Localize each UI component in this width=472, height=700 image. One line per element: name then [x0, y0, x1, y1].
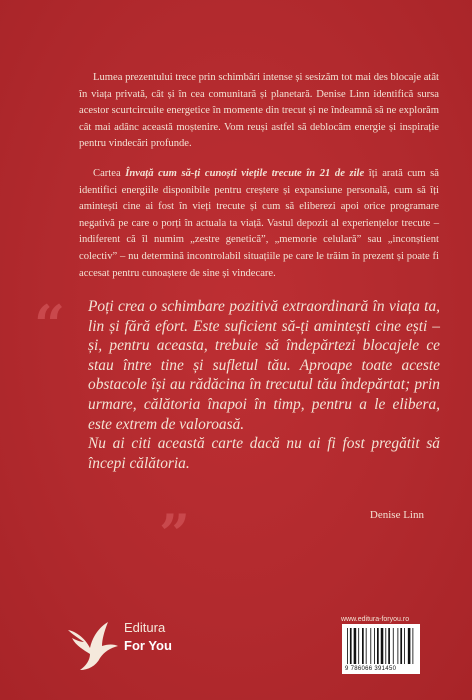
barcode-bar — [400, 628, 402, 664]
barcode-bar — [404, 628, 405, 664]
barcode-bar — [362, 628, 364, 664]
publisher-name-line-1: Editura — [124, 620, 166, 635]
book-paragraph-rest: îți arată cum să identifici energiile disponibile pentru creștere și expansiune personală, cum să îți amintești cine ai fost în vieți trecute și cum să eliberezi apoi orice programare negativă pe care o porți în actuala ta viață. Vastul depozit al experiențelor trecute – indiferent că îl numim „zestre genetică”, „memorie celulară” sau „inconștient colectiv” – nu determină incontrolabil situațiile pe care le trăim în prezent și poate fi accesat pentru cunoaștere de sine și vindecare. — [79, 168, 439, 279]
barcode-bars — [342, 624, 420, 666]
publisher-website: www.editura-foryou.ro — [341, 616, 410, 623]
publisher-logo — [64, 614, 214, 674]
barcode-bar — [377, 628, 379, 664]
barcode-bar — [385, 628, 386, 664]
barcode-bar — [366, 628, 367, 664]
barcode-bar — [354, 628, 357, 664]
dove-icon — [64, 614, 122, 674]
barcode-bar — [374, 628, 375, 664]
barcode-bar — [393, 628, 394, 664]
book-description-paragraph — [79, 166, 439, 282]
barcode-bar — [408, 628, 411, 664]
quote-author: Denise Linn — [369, 509, 424, 521]
barcode-bar — [350, 628, 352, 664]
barcode-bar — [381, 628, 384, 664]
book-paragraph-lead: Cartea — [93, 168, 126, 179]
quote-paragraph-2: Nu ai citi această carte dacă nu ai fi fost pregătit să începi călătoria. — [88, 435, 440, 472]
book-title: Învață cum să-ți cunoști viețile trecute în 21 de zile — [125, 168, 365, 179]
intro-paragraph: Lumea prezentului trece prin schimbări intense și sesizăm tot mai des blocaje atât în viața privată, cât și în cea comunitară și planetară. Denise Linn identifică sursa acestor scurtcircuite energetice în momente din trecut și ne îndeamnă să ne explorăm cât mai adânc această moștenire. Vom reuși astfel să deblocăm energie și inspirație pentru vindecări profunde. — [79, 72, 439, 150]
barcode-bar — [358, 628, 359, 664]
publisher-name-line-2: For You — [124, 638, 172, 653]
open-quote-mark: “ — [34, 293, 66, 357]
barcode-bar — [397, 628, 398, 664]
barcode-bar — [388, 628, 390, 664]
barcode-bar — [370, 628, 371, 664]
quote-paragraph-1: Poți crea o schimbare pozitivă extraordinară în viața ta, lin și fără efort. Este suficient să-ți amintești cine ești – și, pentru aceasta, trebuie să îndepărtezi blocajele ce stau între tine și sufletul tău. Aproape toate aceste obstacole își au rădăcina în trecutul tău îndepărtat; prin urmare, călătoria înapoi în timp, pentru a le elibera, este extrem de valoroasă. — [88, 298, 440, 433]
barcode-digits: 9 786066 391450 — [345, 666, 397, 672]
close-quote-mark: „ — [160, 471, 192, 535]
isbn-barcode — [342, 624, 420, 674]
author-quote — [88, 297, 440, 473]
barcode-bar — [412, 628, 413, 664]
barcode-bar — [347, 628, 348, 664]
